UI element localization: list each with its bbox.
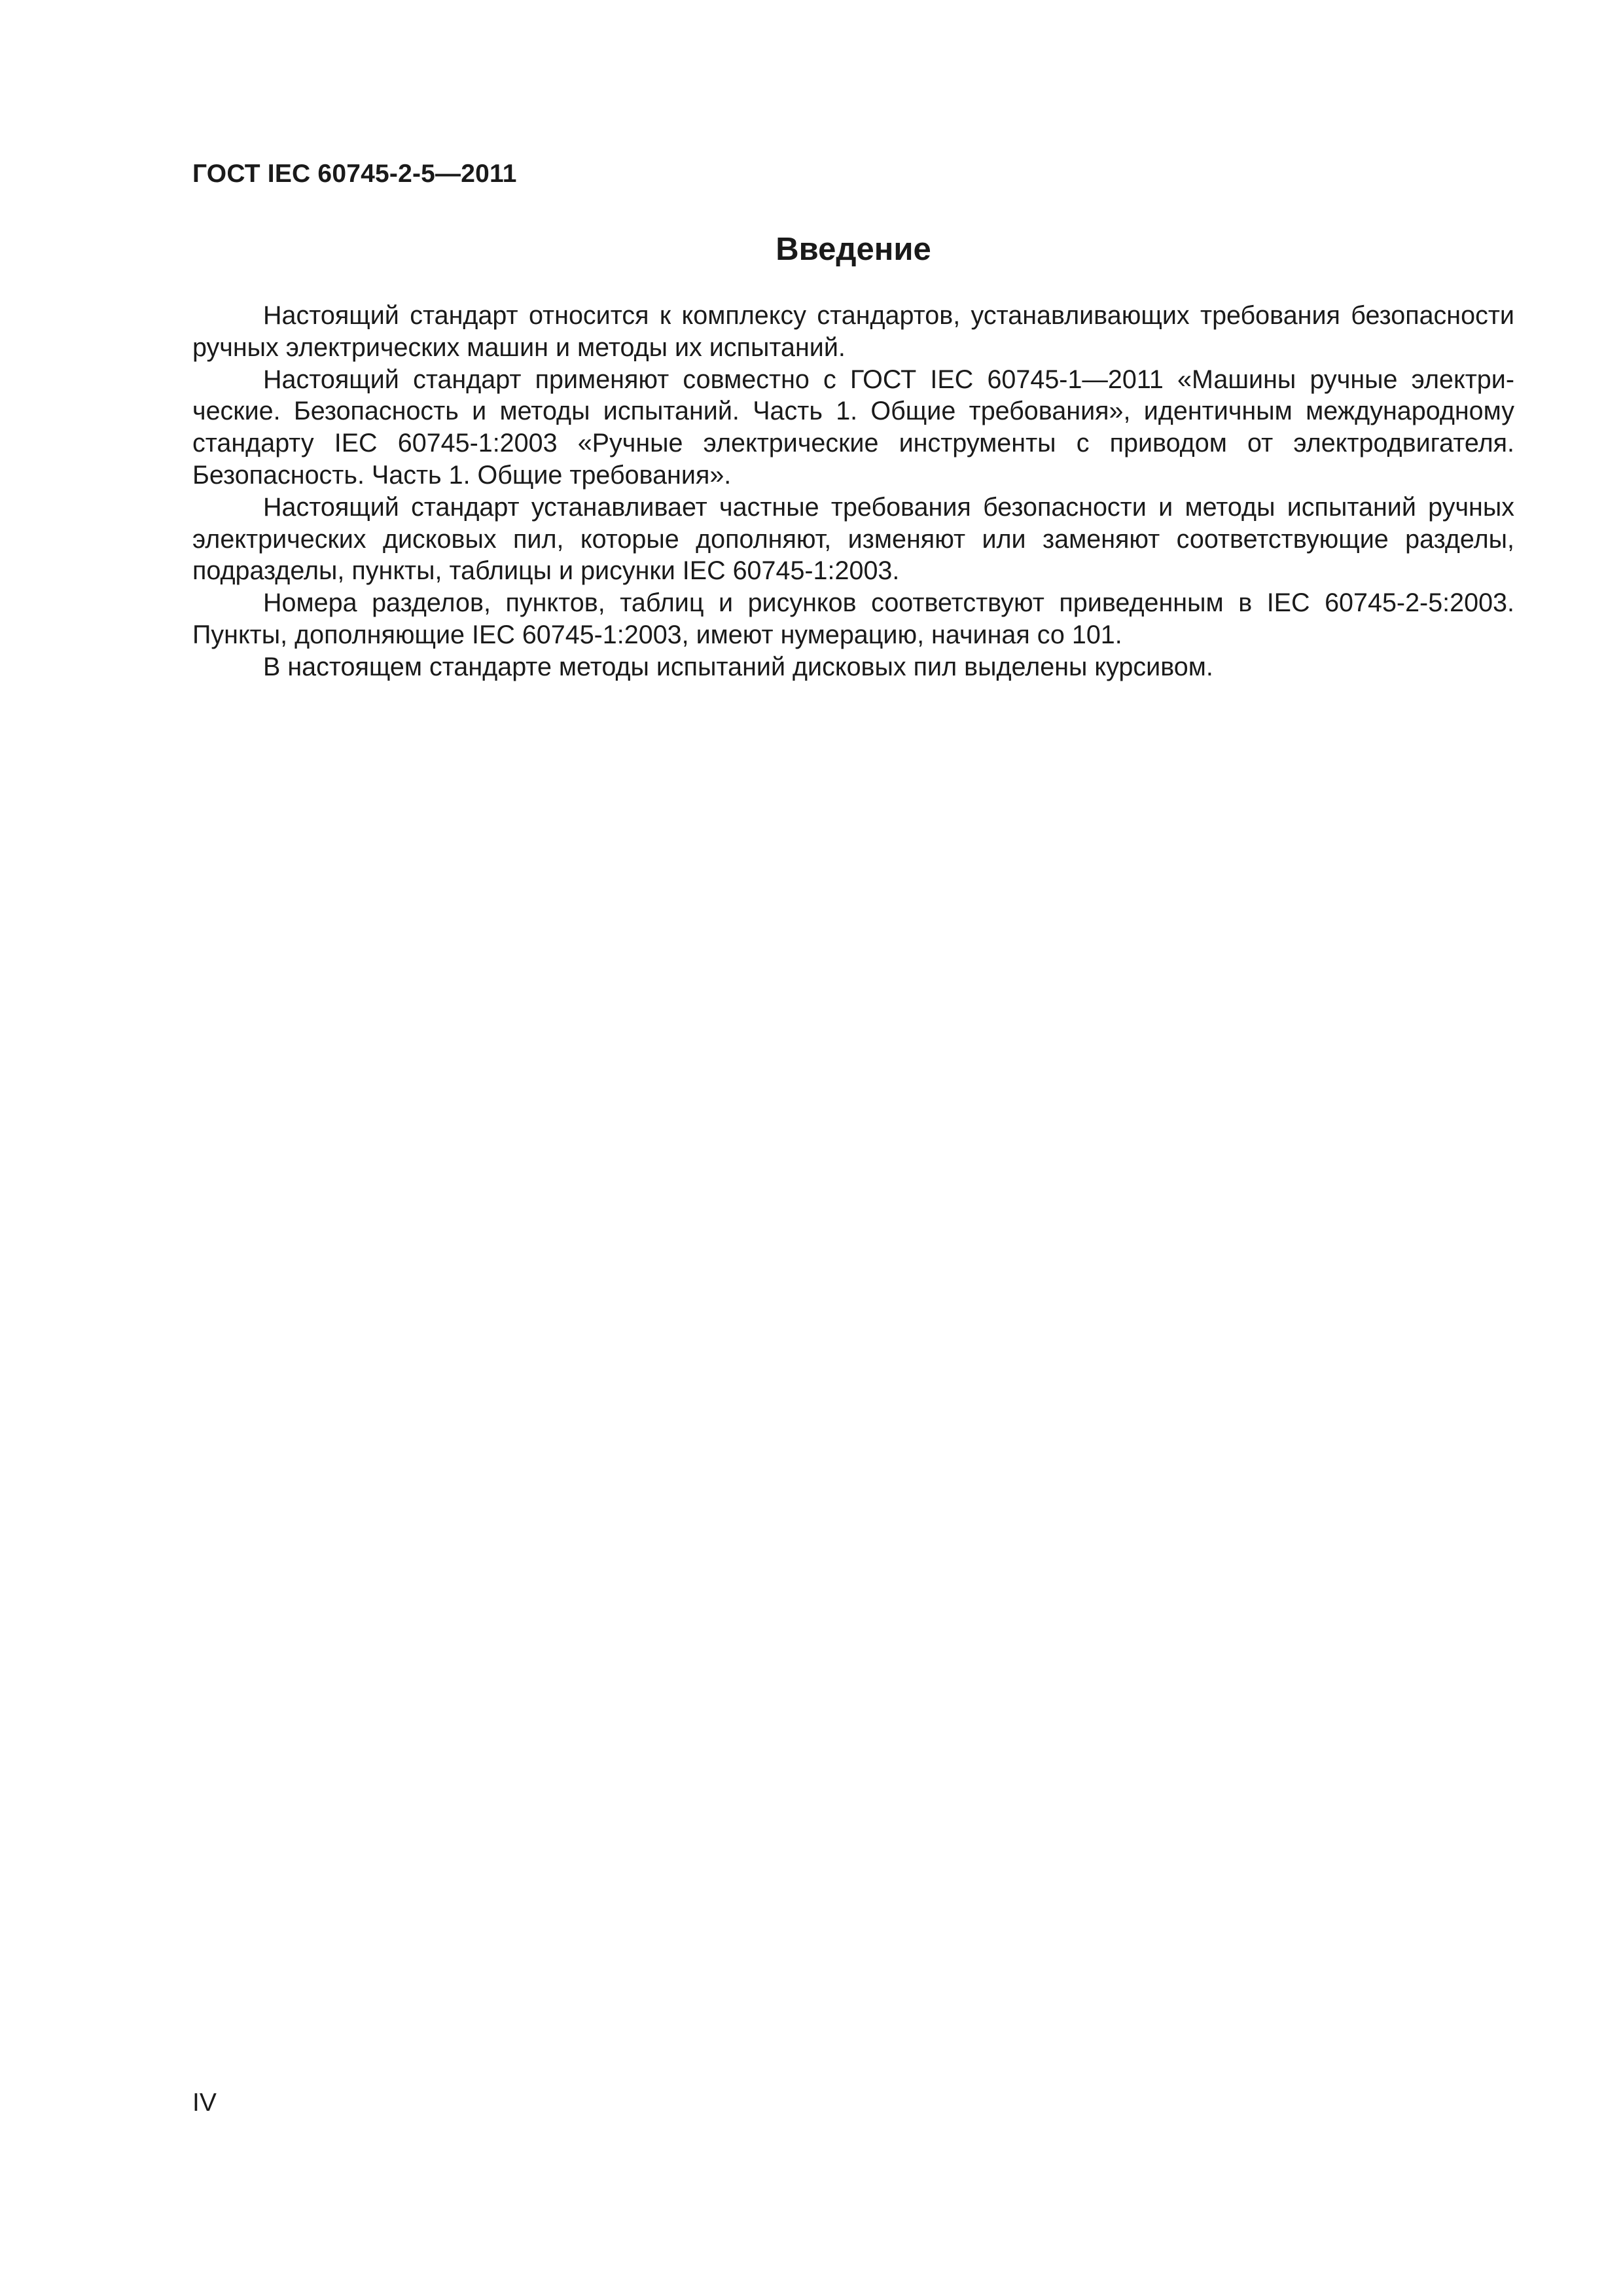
paragraph: Номера разделов, пунктов, таблиц и рисунков соответствуют приведенным в IEC 60745-2-5:2003. Пункты, дополняющие IEC 60745-1:2003, имеют нумерацию, начиная со 101. bbox=[192, 588, 1514, 649]
paragraph: В настоящем стандарте методы испытаний дисковых пил выделены курсивом. bbox=[263, 652, 1213, 681]
paragraph: Настоящий стандарт относится к комплексу стандартов, устанавливающих требования безопасности ручных электрических машин и методы их испытаний. bbox=[192, 301, 1514, 362]
section-title: Введение bbox=[776, 232, 931, 267]
page-number: IV bbox=[192, 2089, 217, 2117]
body-text bbox=[192, 300, 1514, 683]
paragraph: Настоящий стандарт применяют совместно с ГОСТ IEC 60745-1—2011 «Машины ручные электрические. Безопасность и методы испытаний. Часть 1. Общие требования», идентичным международному стандарту IEC 60745-1:2003 «Ручные электрические инструменты с приводом от электродвигателя. Безопасность. Часть 1. Общие требования». bbox=[192, 365, 1514, 490]
document-header-id: ГОСТ IEC 60745-2-5—2011 bbox=[192, 160, 517, 188]
paragraph: Настоящий стандарт устанавливает частные требования безопасности и методы испытаний ручных электрических дисковых пил, которые дополняют, изменяют или заменяют соответствующие разделы, подразделы, пункты, таблицы и рисунки IEC 60745-1:2003. bbox=[192, 492, 1514, 586]
